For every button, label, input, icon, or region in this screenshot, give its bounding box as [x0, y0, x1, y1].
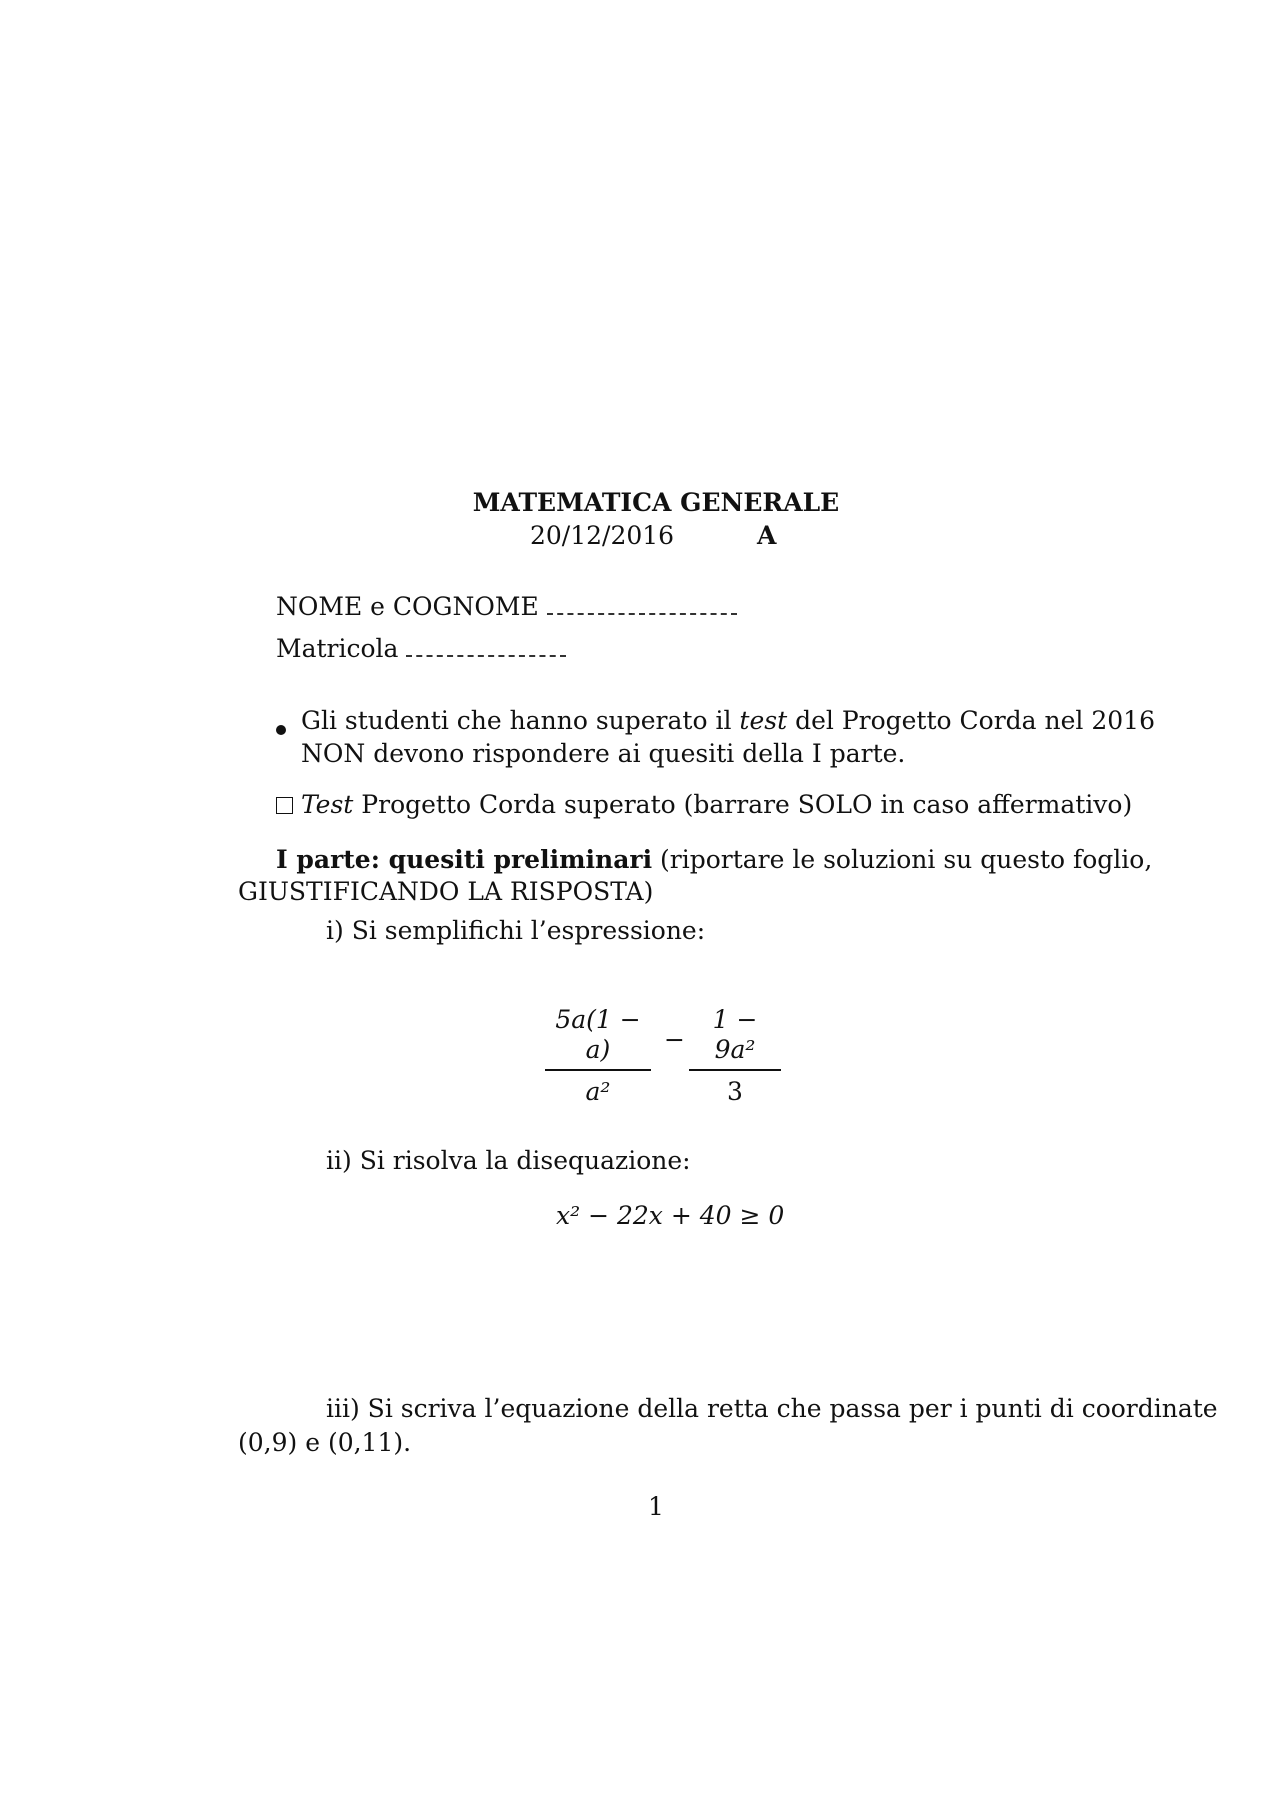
part1-heading-rest: (riportare le soluzioni su questo foglio,: [652, 845, 1153, 874]
q1-fraction-1: [545, 1005, 651, 1107]
id-blank: [406, 637, 566, 657]
bullet-marker: [276, 720, 286, 739]
q1-fraction-2-bar: [689, 1069, 781, 1071]
part1-heading: [276, 845, 1152, 875]
q1-fraction-2-numerator: 1 − 9a²: [712, 1005, 758, 1064]
exam-variant: A: [757, 521, 777, 550]
id-field: [276, 634, 566, 664]
q1-fraction-2-denominator: 3: [727, 1076, 743, 1106]
q1-fraction-1-bar: [545, 1069, 651, 1071]
q1-fraction-2: [689, 1005, 781, 1107]
corda-checkbox[interactable]: [276, 797, 293, 814]
bullet-icon: [276, 725, 286, 735]
name-blank: [547, 595, 737, 615]
q1-fraction-1-denominator: a²: [585, 1076, 611, 1106]
q1-operator: −: [664, 1025, 685, 1054]
name-field: [276, 592, 737, 622]
part1-heading-bold: I parte: quesiti preliminari: [276, 845, 653, 874]
id-label: Matricola: [276, 634, 399, 663]
question-3-line-1: iii) Si scriva l’equazione della retta che passa per i punti di coordinate: [326, 1394, 1218, 1423]
question-3-line-2: (0,9) e (0,11).: [238, 1428, 412, 1457]
exam-date: 20/12/2016: [530, 521, 675, 550]
question-2-label: ii) Si risolva la disequazione:: [326, 1146, 691, 1175]
part1-heading-line-2: GIUSTIFICANDO LA RISPOSTA): [238, 877, 654, 906]
notice-line-2: NON devono rispondere ai quesiti della I parte.: [301, 739, 906, 768]
page-number: 1: [648, 1492, 664, 1521]
question-1-label: i) Si semplifichi l’espressione:: [326, 916, 706, 945]
exam-title: MATEMATICA GENERALE: [472, 488, 840, 517]
q1-fraction-1-numerator: 5a(1 − a): [555, 1005, 641, 1064]
notice-line-1: Gli studenti che hanno superato il test del Progetto Corda nel 2016: [301, 706, 1155, 735]
question-2-expression: x² − 22x + 40 ≥ 0: [556, 1201, 785, 1230]
corda-checkbox-line: Test Progetto Corda superato (barrare SOLO in caso affermativo): [276, 790, 1132, 820]
name-label: NOME e COGNOME: [276, 592, 539, 621]
